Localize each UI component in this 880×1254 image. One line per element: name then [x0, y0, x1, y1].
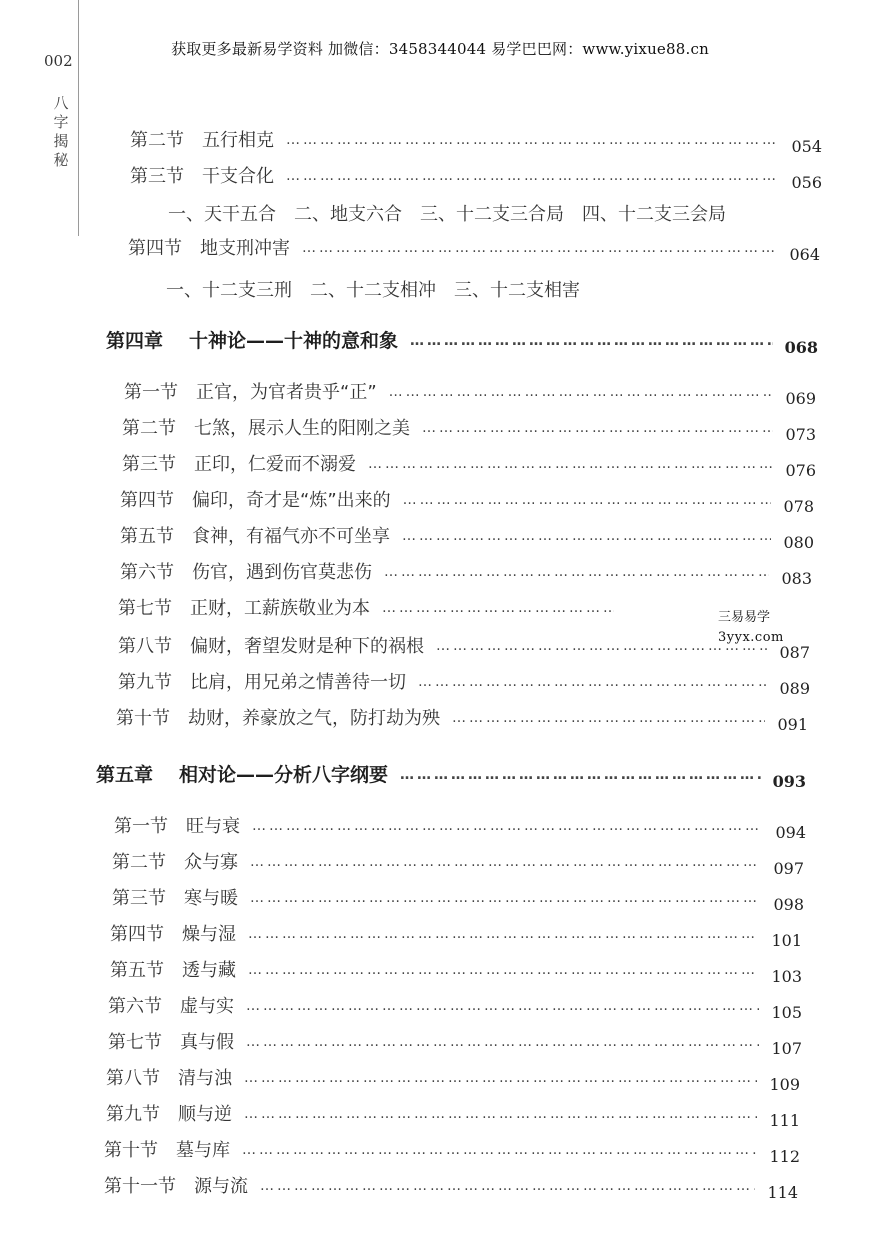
- toc-subitems: 一、天干五合 二、地支六合 三、十二支三合局 四、十二支三会局: [168, 204, 726, 225]
- toc-entry-title: 众与寡: [184, 852, 238, 873]
- toc-entry-number: 第三节: [122, 454, 176, 475]
- toc-section-row[interactable]: [118, 668, 810, 698]
- toc-entry-title: 寒与暖: [184, 888, 238, 909]
- dot-leader: [250, 854, 761, 870]
- toc-entry-number: 第三节: [112, 888, 166, 909]
- toc-entry-title: 正财，工薪族敬业为本: [190, 598, 370, 619]
- toc-entry-number: 第十节: [104, 1140, 158, 1161]
- toc-entry-number: 第六节: [120, 562, 174, 583]
- toc-entry-title: 偏印，奇才是“炼”出来的: [192, 490, 391, 511]
- leader-gap: [630, 598, 714, 620]
- dot-leader: [248, 962, 759, 978]
- toc-page-number: 105: [771, 1003, 802, 1022]
- toc-section-row[interactable]: [130, 162, 822, 192]
- toc-section-row[interactable]: [130, 126, 822, 156]
- toc-chapter-row[interactable]: [106, 326, 818, 357]
- toc-entry-number: 第五节: [110, 960, 164, 981]
- toc-section-row[interactable]: [116, 704, 808, 734]
- toc-entry-title: 相对论——分析八字纲要: [179, 764, 389, 786]
- toc-entry-title: 七煞，展示人生的阳刚之美: [194, 418, 410, 439]
- dot-leader: [418, 674, 767, 690]
- toc-chapter-row[interactable]: [96, 760, 806, 791]
- toc-section-row[interactable]: [120, 522, 814, 552]
- toc-page-number: 083: [781, 569, 812, 588]
- toc-entry-number: 第八节: [106, 1068, 160, 1089]
- toc-entry-number: 第一节: [114, 816, 168, 837]
- toc-entry-title: 十神论——十神的意和象: [189, 330, 399, 352]
- dot-leader: [384, 564, 769, 580]
- toc-section-row[interactable]: [118, 632, 810, 662]
- toc-entry-title: 虚与实: [180, 996, 234, 1017]
- dot-leader: [286, 168, 779, 184]
- toc-entry-title: 劫财，养豪放之气，防打劫为殃: [188, 708, 440, 729]
- toc-entry-title: 地支刑冲害: [200, 238, 290, 259]
- toc-entry-title: 墓与库: [176, 1140, 230, 1161]
- toc-entry-number: 第四节: [120, 490, 174, 511]
- toc-section-row[interactable]: [122, 450, 816, 480]
- toc-section-row[interactable]: [120, 486, 814, 516]
- stamp-line-2: 3yyx.com: [718, 630, 784, 645]
- toc-section-row[interactable]: [104, 1136, 800, 1166]
- toc-entry-title: 旺与衰: [186, 816, 240, 837]
- toc-entry-number: 第九节: [106, 1104, 160, 1125]
- page-number: 002: [44, 52, 73, 70]
- toc-entry-title: 顺与逆: [178, 1104, 232, 1125]
- toc-entry-title: 五行相克: [202, 130, 274, 151]
- toc-page-number: 112: [769, 1147, 800, 1166]
- toc-page-number: 094: [775, 823, 806, 842]
- dot-leader: [302, 240, 777, 256]
- dot-leader: [242, 1142, 757, 1158]
- toc-entry-title: 伤官，遇到伤官莫悲伤: [192, 562, 372, 583]
- toc-page-number: 089: [779, 679, 810, 698]
- dot-leader: [403, 492, 772, 508]
- dot-leader: [286, 132, 779, 148]
- dot-leader: [389, 384, 774, 400]
- toc-section-row[interactable]: [106, 1100, 800, 1130]
- toc-page-number: 107: [771, 1039, 802, 1058]
- toc-page-number: 111: [769, 1111, 800, 1130]
- toc-page-number: 078: [783, 497, 814, 516]
- toc-section-row[interactable]: [124, 378, 816, 408]
- toc-section-row[interactable]: [108, 992, 802, 1022]
- toc-page-number: 056: [791, 173, 822, 192]
- toc-section-row[interactable]: [110, 956, 802, 986]
- toc-subitems: 一、十二支三刑 二、十二支相冲 三、十二支相害: [166, 280, 580, 301]
- toc-page-number: 087: [779, 643, 810, 662]
- toc-section-row[interactable]: [104, 1172, 798, 1202]
- dot-leader: [248, 926, 759, 942]
- toc-section-row[interactable]: [114, 812, 806, 842]
- dot-leader: [368, 456, 773, 472]
- watermark-header: 获取更多最新易学资料 加微信：3458344044 易学巴巴网：www.yixue88.cn: [171, 40, 709, 58]
- toc-page-number: 073: [785, 425, 816, 444]
- toc-section-row[interactable]: [118, 594, 626, 620]
- toc-page-number: 091: [777, 715, 808, 734]
- stamp-line-1: 三易易学: [718, 610, 771, 625]
- dot-leader: [246, 1034, 759, 1050]
- dot-leader: [252, 818, 763, 834]
- toc-page-number: 093: [772, 772, 806, 791]
- toc-entry-number: 第二节: [122, 418, 176, 439]
- toc-entry-number: 第十节: [116, 708, 170, 729]
- toc-entry-title: 食神，有福气亦不可坐享: [192, 526, 390, 547]
- toc-entry-number: 第一节: [124, 382, 178, 403]
- toc-page-number: 101: [771, 931, 802, 950]
- dot-leader: [260, 1178, 755, 1194]
- toc-page-number: 109: [769, 1075, 800, 1094]
- toc-entry-title: 燥与湿: [182, 924, 236, 945]
- toc-entry-title: 正官，为官者贵乎“正”: [196, 382, 377, 403]
- toc-section-row[interactable]: [122, 414, 816, 444]
- toc-entry-number: 第二节: [130, 130, 184, 151]
- toc-entry-number: 第十一节: [104, 1176, 176, 1197]
- toc-section-row[interactable]: [120, 558, 812, 588]
- toc-section-row[interactable]: [112, 884, 804, 914]
- toc-entry-title: 源与流: [194, 1176, 248, 1197]
- toc-section-row[interactable]: [128, 234, 820, 264]
- dot-leader: [452, 710, 765, 726]
- toc-page-number: 098: [773, 895, 804, 914]
- toc-entry-number: 第六节: [108, 996, 162, 1017]
- toc-page-number: 076: [785, 461, 816, 480]
- toc-entry-title: 清与浊: [178, 1068, 232, 1089]
- toc-entry-title: 干支合化: [202, 166, 274, 187]
- toc-entry-number: 第七节: [118, 598, 172, 619]
- dot-leader: [250, 890, 761, 906]
- toc-entry-number: 第三节: [130, 166, 184, 187]
- toc-page-number: 054: [791, 137, 822, 156]
- toc-page-number: 080: [783, 533, 814, 552]
- dot-leader: [246, 998, 759, 1014]
- toc-page-number: 114: [767, 1183, 798, 1202]
- toc-entry-number: 第七节: [108, 1032, 162, 1053]
- toc-page-number: 068: [784, 338, 818, 357]
- dot-leader: [400, 767, 761, 783]
- toc-entry-number: 第二节: [112, 852, 166, 873]
- toc-entry-number: 第四节: [128, 238, 182, 259]
- dot-leader: [244, 1106, 757, 1122]
- toc-entry-number: 第四章: [106, 330, 164, 352]
- toc-page-number: 103: [771, 967, 802, 986]
- toc-entry-number: 第四节: [110, 924, 164, 945]
- dot-leader: [402, 528, 771, 544]
- dot-leader: [422, 420, 773, 436]
- toc-entry-title: 真与假: [180, 1032, 234, 1053]
- dot-leader: [410, 333, 773, 349]
- toc-section-row[interactable]: [106, 1064, 800, 1094]
- toc-entry-title: 偏财，奢望发财是种下的祸根: [190, 636, 424, 657]
- toc-section-row[interactable]: [110, 920, 802, 950]
- margin-divider: [78, 0, 79, 236]
- toc-page-number: 097: [773, 859, 804, 878]
- toc-section-row[interactable]: [108, 1028, 802, 1058]
- toc-entry-number: 第八节: [118, 636, 172, 657]
- toc-entry-number: 第五章: [96, 764, 154, 786]
- toc-entry-number: 第九节: [118, 672, 172, 693]
- dot-leader: [244, 1070, 757, 1086]
- dot-leader: [382, 600, 614, 616]
- toc-entry-number: 第五节: [120, 526, 174, 547]
- toc-page-number: 069: [785, 389, 816, 408]
- toc-entry-title: 比肩，用兄弟之情善待一切: [190, 672, 406, 693]
- book-title: 八字揭秘: [53, 94, 69, 169]
- toc-entry-title: 透与藏: [182, 960, 236, 981]
- toc-page-number: 064: [789, 245, 820, 264]
- toc-section-row[interactable]: [112, 848, 804, 878]
- toc-entry-title: 正印，仁爱而不溺爱: [194, 454, 356, 475]
- site-stamp: [718, 608, 784, 648]
